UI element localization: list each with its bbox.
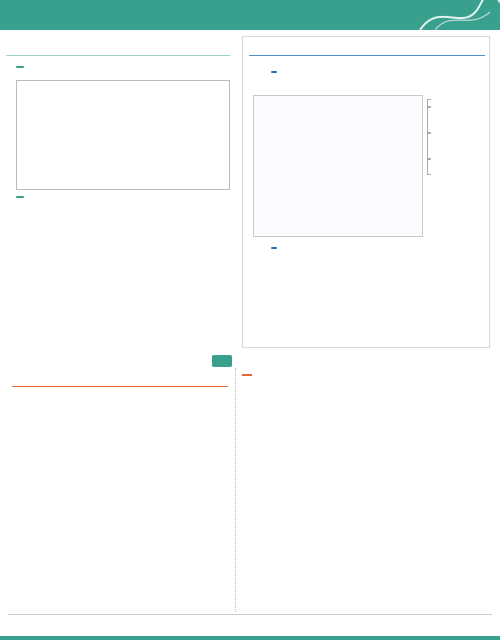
page-footer	[0, 614, 500, 640]
divider	[249, 55, 485, 56]
korean-activity-title	[6, 36, 236, 40]
english-activity-panel	[242, 36, 490, 348]
footer-bar	[0, 636, 500, 640]
model-letter	[253, 95, 423, 237]
page-number-tab	[212, 355, 232, 367]
right-step2	[271, 247, 280, 249]
left-step2	[16, 196, 28, 198]
step-badge	[271, 247, 277, 249]
bracket	[427, 159, 431, 175]
bracket	[427, 107, 431, 133]
header-bar	[0, 0, 500, 30]
divider	[8, 614, 492, 615]
korean-letter-box	[16, 80, 230, 190]
step-badge	[16, 66, 24, 68]
bracket	[427, 133, 431, 159]
column-divider	[235, 368, 236, 612]
right-step1	[271, 71, 280, 73]
step-badge	[271, 71, 277, 73]
decorative-swirl-icon	[410, 0, 500, 30]
step-badge	[16, 196, 24, 198]
divider	[12, 386, 228, 387]
bracket	[427, 99, 431, 107]
grammar-plus-heading	[242, 374, 252, 376]
left-step1	[16, 66, 28, 68]
divider	[6, 55, 230, 56]
